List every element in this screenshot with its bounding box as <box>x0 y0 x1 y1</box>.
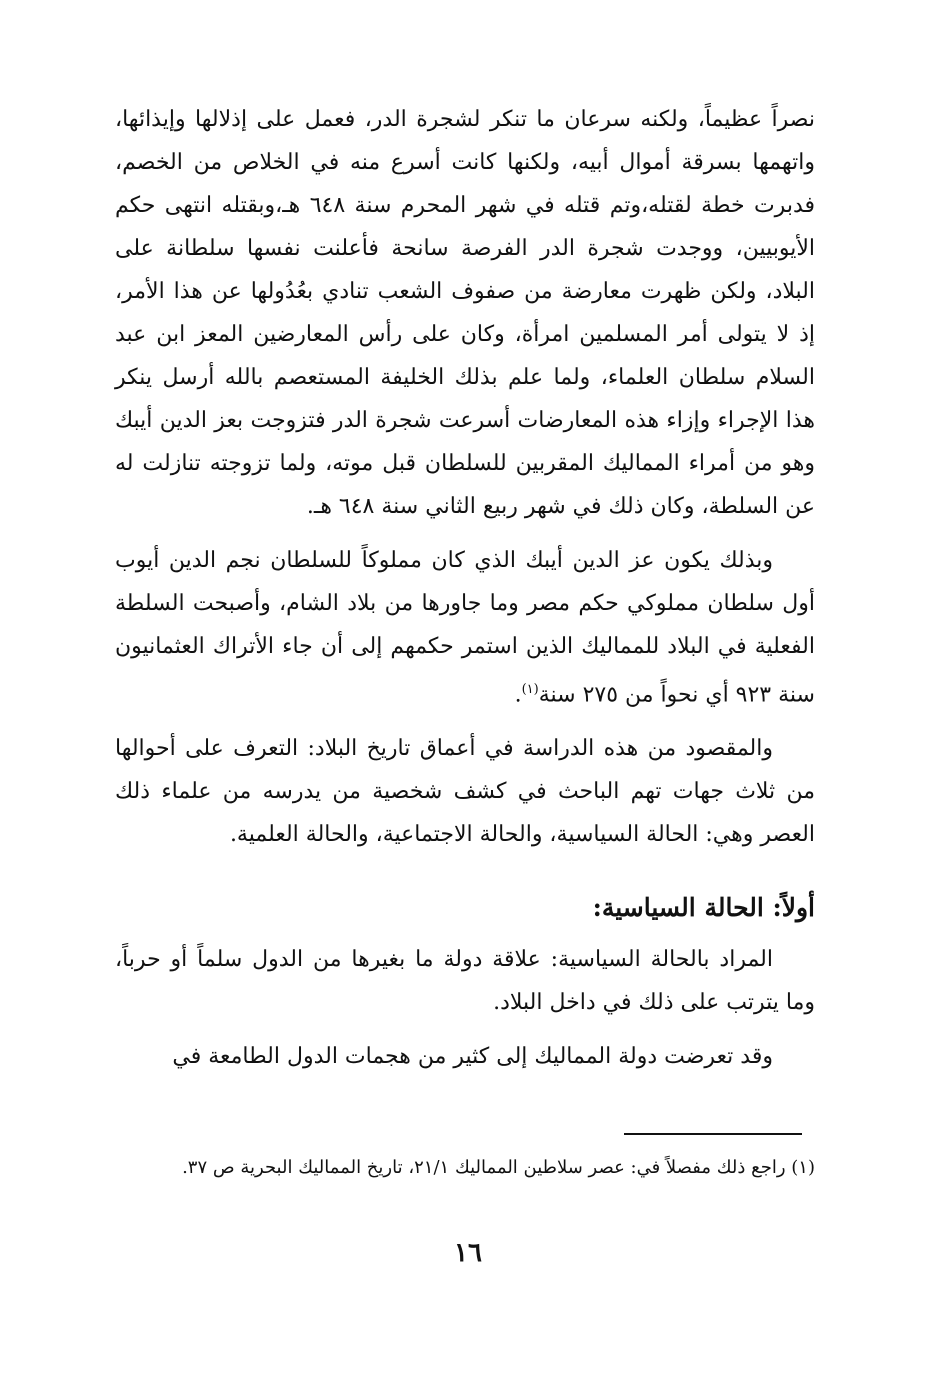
page-body <box>115 98 815 1089</box>
paragraph-4: المراد بالحالة السياسية: علاقة دولة ما بغيرها من الدول سلماً أو حرباً، وما يترتب على ذلك في داخل البلاد. <box>115 947 815 1016</box>
paragraph-1: نصراً عظيماً، ولكنه سرعان ما تنكر لشجرة الدر، فعمل على إذلالها وإيذائها، واتهمها بسرقة أموال أبيه، ولكنها كانت أسرع منه في الخلاص من الخصم، فدبرت خطة لقتله،وتم قتله في شهر المحرم سنة ٦٤٨ هـ،وبقتله انتهى حكم الأيوبيين، ووجدت شجرة الدر الفرصة سانحة فأعلنت نفسها سلطانة على البلاد، ولكن ظهرت معارضة من صفوف الشعب تنادي بعُدُولها عن هذا الأمر، إذ لا يتولى أمر المسلمين امرأة، وكان على رأس المعارضين المعز ابن عبد السلام سلطان العلماء، ولما علم بذلك الخليفة المستعصم بالله أرسل ينكر هذا الإجراء وإزاء هذه المعارضات أسرعت شجرة الدر فتزوجت بعز الدين أيبك وهو من أمراء المماليك المقربين للسلطان قبل موته، ولما تزوجته تنازلت له عن السلطة، وكان ذلك في شهر ربيع الثاني سنة ٦٤٨ هـ. <box>115 107 816 519</box>
footnote-divider <box>624 1133 802 1135</box>
paragraph-2-end: . <box>514 682 522 708</box>
paragraph-5: وقد تعرضت دولة المماليك إلى كثير من هجمات الدول الطامعة في <box>172 1044 773 1070</box>
paragraph-2-text: وبذلك يكون عز الدين أيبك الذي كان مملوكاً للسلطان نجم الدين أيوب أول سلطان مملوكي حكم مصر وما جاورها من بلاد الشام، وأصبحت السلطة الفعلية في البلاد للمماليك الذين استمر حكمهم إلى أن جاء الأتراك العثمانيون سنة ٩٢٣ أي نحواً من ٢٧٥ سنة <box>115 548 815 708</box>
paragraph-2 <box>115 539 815 716</box>
page-number: ١٦ <box>454 1238 482 1268</box>
footnote-reference[interactable]: (١) <box>521 682 539 697</box>
footnote: (١) راجع ذلك مفصلاً في: عصر سلاطين المماليك ٢١/١، تاريخ المماليك البحرية ص ٣٧. <box>182 1157 815 1178</box>
paragraph-3: والمقصود من هذه الدراسة في أعماق تاريخ البلاد: التعرف على أحوالها من ثلاث جهات تهم الباحث في كشف شخصية من يدرسه من علماء ذلك العصر وهي: الحالة السياسية، والحالة الاجتماعية، والحالة العلمية. <box>115 736 815 848</box>
section-heading: أولاً: الحالة السياسية: <box>592 893 815 923</box>
